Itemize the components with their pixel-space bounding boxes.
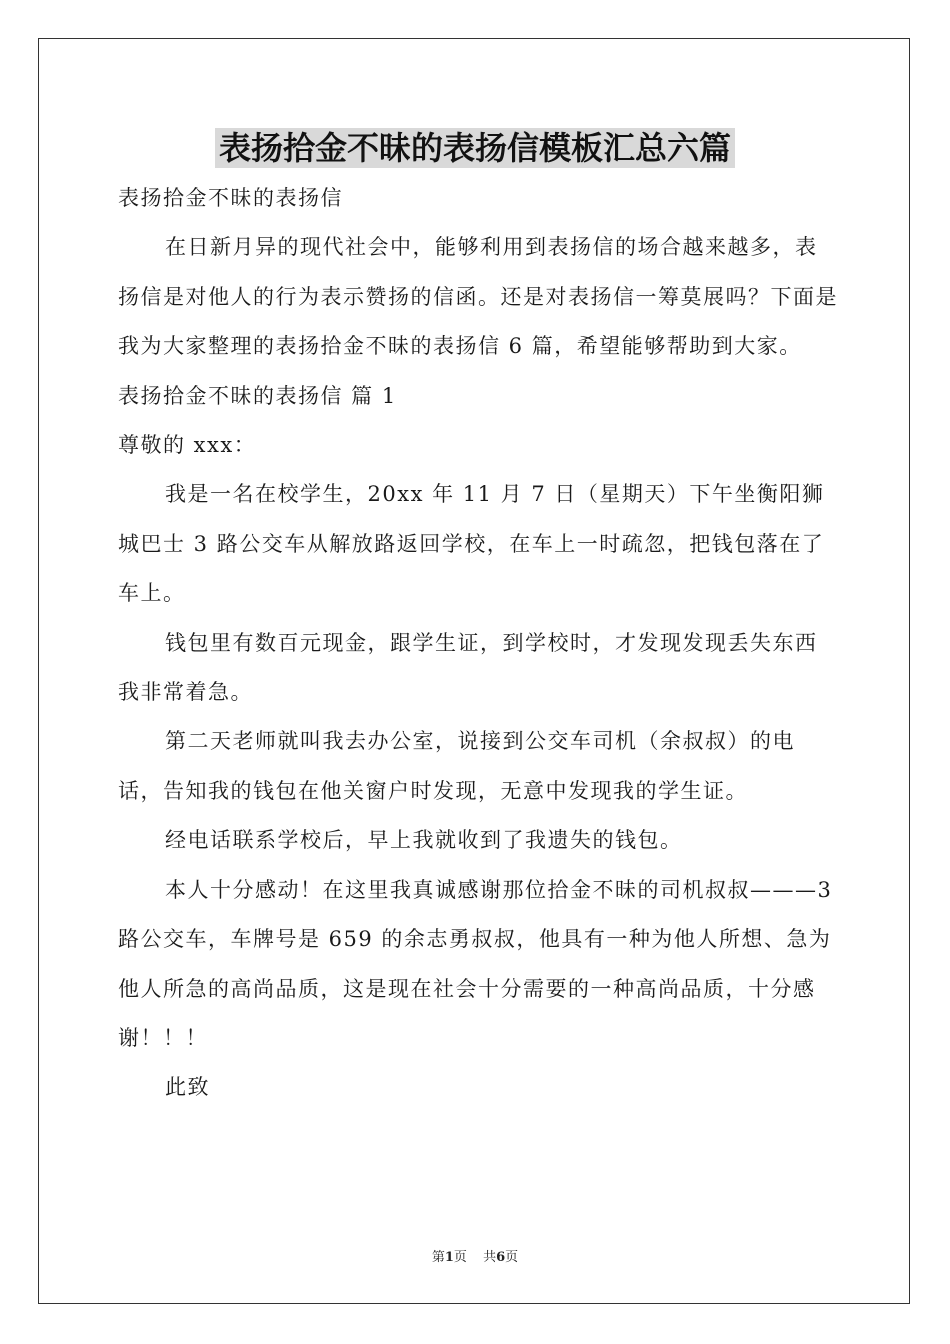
closing-line: 此致 — [165, 1075, 210, 1100]
section-heading: 表扬拾金不昧的表扬信 篇 1 — [118, 383, 397, 408]
subtitle-line: 表扬拾金不昧的表扬信 — [118, 186, 343, 210]
document-body — [118, 174, 838, 1113]
page-footer — [0, 1246, 950, 1265]
page-total: 共6页 — [483, 1250, 519, 1265]
document-title: 表扬拾金不昧的表扬信模板汇总六篇 — [215, 128, 735, 168]
body-paragraph: 我是一名在校学生，20xx 年 11 月 7 日（星期天）下午坐衡阳狮城巴士 3 路公交车从解放路返回学校，在车上一时疏忽，把钱包落在了车上。 — [118, 482, 825, 606]
body-paragraph: 钱包里有数百元现金，跟学生证，到学校时，才发现发现丢失东西我非常着急。 — [118, 630, 818, 705]
body-paragraph: 本人十分感动！在这里我真诚感谢那位拾金不昧的司机叔叔———3 路公交车，车牌号是 659 的余志勇叔叔，他具有一种为他人所想、急为他人所急的高尚品质，这是现在社会十分需要的一种高尚品质，十分感谢！！！ — [118, 877, 833, 1050]
salutation: 尊敬的 xxx： — [118, 433, 257, 458]
intro-paragraph: 在日新月异的现代社会中，能够利用到表扬信的场合越来越多，表扬信是对他人的行为表示赞扬的信函。还是对表扬信一筹莫展吗？下面是我为大家整理的表扬拾金不昧的表扬信 6 篇，希望能够帮助到大家。 — [118, 235, 838, 359]
page-number: 第1页 — [431, 1250, 467, 1265]
body-paragraph: 经电话联系学校后，早上我就收到了我遗失的钱包。 — [165, 828, 683, 853]
body-paragraph: 第二天老师就叫我去办公室，说接到公交车司机（余叔叔）的电话，告知我的钱包在他关窗户时发现，无意中发现我的学生证。 — [118, 729, 795, 803]
title-area — [0, 128, 950, 168]
